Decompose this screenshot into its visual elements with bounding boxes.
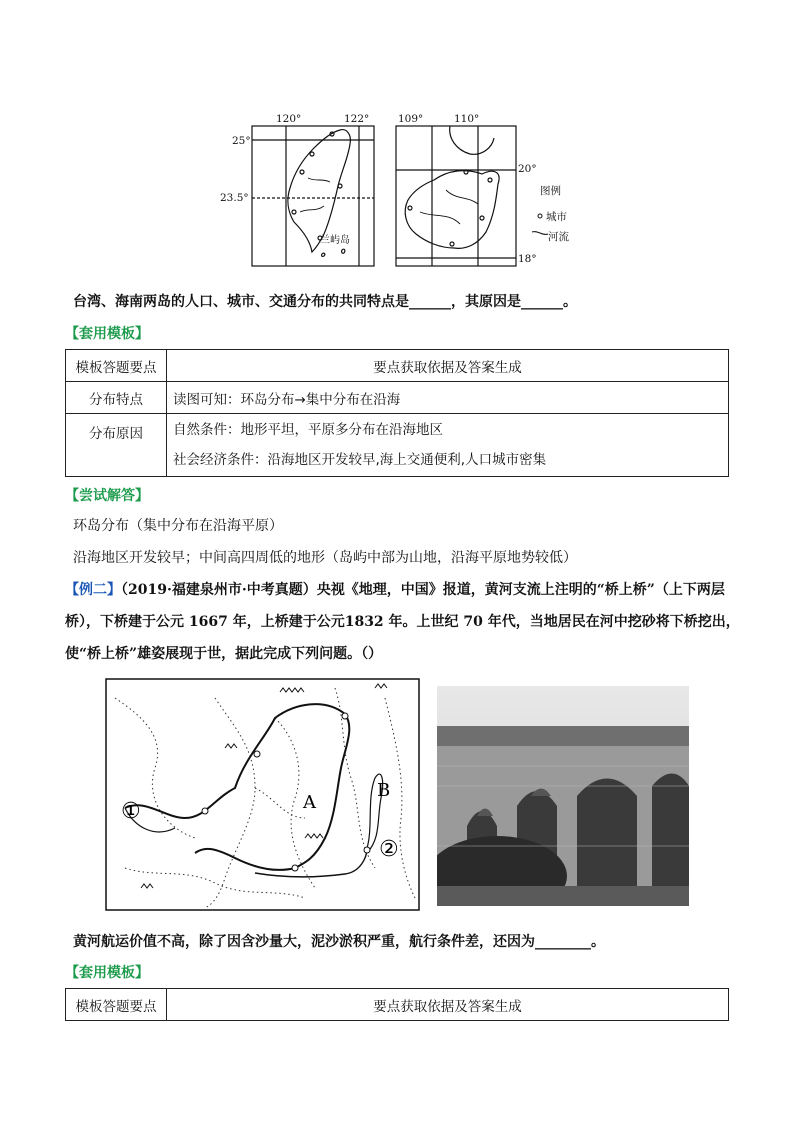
row-key: 分布特点 <box>66 382 167 414</box>
example-text: （2019·福建泉州市·中考真题）央视《地理，中国》报道，黄河支流上注明的“桥上桥”（上下两层 <box>121 582 725 598</box>
header-key: 模板答题要点 <box>66 989 167 1021</box>
template-table-2 <box>65 988 729 1021</box>
legend-river: 河流 <box>548 231 569 243</box>
section-template-1: 【套用模板】 <box>65 326 149 342</box>
row-line: 社会经济条件：沿海地区开发较早,海上交通便利,人口城市密集 <box>173 452 547 468</box>
template-table-1 <box>65 349 729 477</box>
bridge-photo <box>437 686 689 906</box>
city-symbol-icon <box>538 214 542 218</box>
example-2-line-2: 桥），下桥建于公元 1667 年，上桥建于公元1832 年。上世纪 70 年代，当地居民在河中挖砂将下桥挖出， <box>65 614 740 630</box>
table-row <box>66 414 729 477</box>
map-yellow-river <box>105 678 420 911</box>
river-symbol-icon <box>532 232 548 235</box>
example-2-line-1 <box>65 580 725 600</box>
map-legend <box>532 184 569 243</box>
legend-title: 图例 <box>540 185 561 197</box>
taiwan-lat-top: 25° <box>232 135 251 147</box>
taiwan-map <box>252 126 374 266</box>
table-header <box>66 350 729 382</box>
section-try-answer: 【尝试解答】 <box>65 488 149 504</box>
section-template-2: 【套用模板】 <box>65 965 149 981</box>
legend-city: 城市 <box>546 211 567 223</box>
example-tag: 【例二】 <box>65 582 121 598</box>
header-key: 模板答题要点 <box>66 350 167 382</box>
hainan-map <box>396 126 516 266</box>
header-value: 要点获取依据及答案生成 <box>167 350 729 382</box>
table-header <box>66 989 729 1021</box>
map-taiwan-hainan <box>220 108 600 273</box>
answer-line-2: 沿海地区开发较早；中间高四周低的地形（岛屿中部为山地，沿海平原地势较低） <box>73 550 577 566</box>
answer-line-1: 环岛分布（集中分布在沿海平原） <box>73 518 283 534</box>
row-line: 自然条件：地形平坦，平原多分布在沿海地区 <box>173 422 443 438</box>
hainan-lat-top: 20° <box>518 163 537 175</box>
row-value: 读图可知：环岛分布→集中分布在沿海 <box>167 382 729 414</box>
lanyu-island-label: 兰屿岛 <box>320 235 350 246</box>
example-2-line-3: 使“桥上桥”雄姿展现于世，据此完成下列问题。（） <box>65 646 383 662</box>
question-2: 黄河航运价值不高，除了因含沙量大，泥沙淤积严重，航行条件差，还因为________。 <box>73 934 605 950</box>
header-value: 要点获取依据及答案生成 <box>167 989 729 1021</box>
taiwan-lon-right: 122° <box>344 113 370 125</box>
hainan-lon-right: 110° <box>454 113 480 125</box>
table-row <box>66 382 729 414</box>
row-value <box>167 414 729 477</box>
marker-2: ② <box>379 837 399 862</box>
marker-1: ① <box>121 799 141 824</box>
taiwan-lat-mid: 23.5° <box>220 192 249 204</box>
question-1: 台湾、海南两岛的人口、城市、交通分布的共同特点是______，其原因是______。 <box>73 294 577 310</box>
hainan-lon-left: 109° <box>398 113 424 125</box>
row-key: 分布原因 <box>66 414 167 477</box>
region-label-a: A <box>303 792 316 813</box>
region-label-b: B <box>377 780 391 801</box>
taiwan-lon-left: 120° <box>276 113 302 125</box>
hainan-lat-bottom: 18° <box>518 253 537 265</box>
